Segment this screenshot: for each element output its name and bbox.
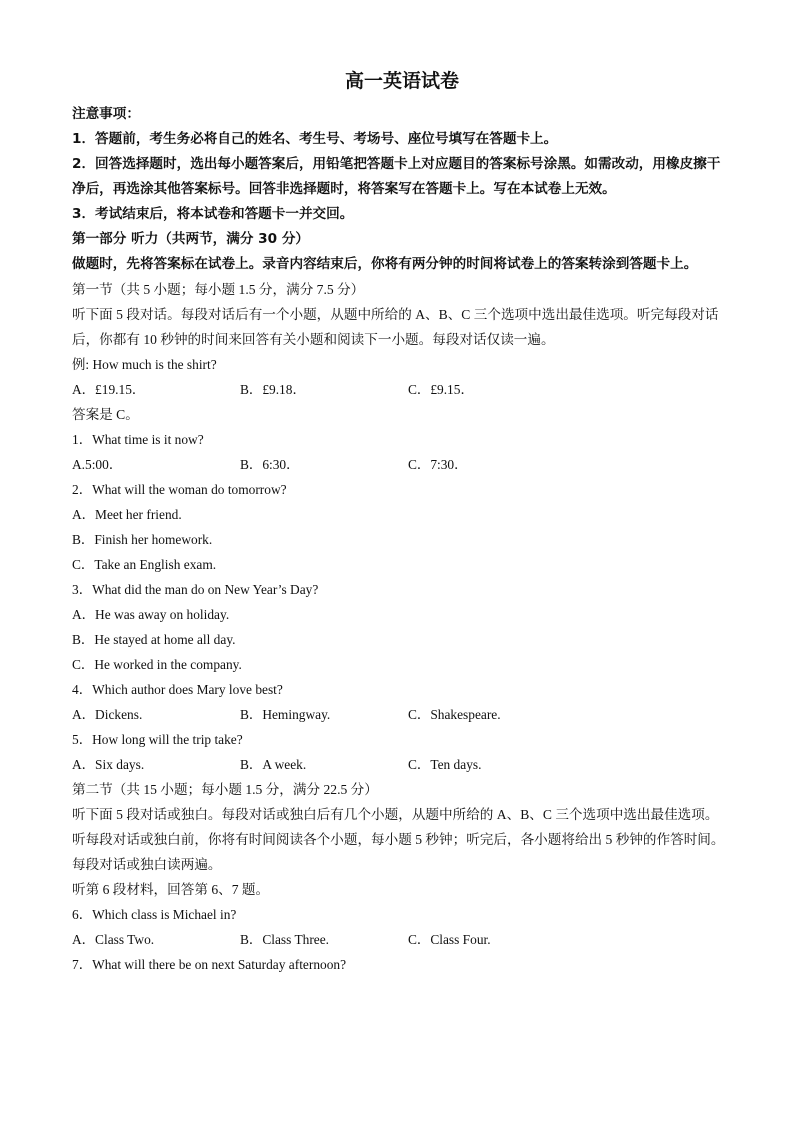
page-title: 高一英语试卷	[344, 70, 459, 92]
question-1-option-b: B．6:30．	[240, 457, 300, 472]
question-5: 5．How long will the trip take?	[72, 732, 243, 747]
part1-heading: 第一部分 听力（共两节，满分 30 分）	[72, 231, 310, 247]
question-5-option-c: C．Ten days.	[408, 757, 482, 772]
example-option-c: C．£9.15．	[408, 382, 474, 397]
notice-item-1: 1．答题前，考生务必将自己的姓名、考生号、考场号、座位号填写在答题卡上。	[72, 131, 558, 147]
material-6-instruction: 听第 6 段材料，回答第 6、7 题。	[72, 882, 270, 897]
question-6-option-a: A．Class Two.	[72, 932, 155, 947]
question-2-option-c: C．Take an English exam.	[72, 557, 217, 572]
section2-instruction: 听下面 5 段对话或独白。每段对话或独白后有几个小题，从题中所给的 A、B、C 三个选项中选出最佳选项。听每段对话或独白前，你将有时间阅读各个小题，每小题 5 秒钟；听完后，各小题将给出 5 秒钟的作答时间。每段对话或独白读两遍。	[72, 807, 725, 872]
question-6-options	[72, 927, 732, 952]
question-3-option-a: A．He was away on holiday.	[72, 607, 230, 622]
question-4-option-c: C．Shakespeare.	[408, 707, 501, 722]
question-5-option-a: A．Six days.	[72, 757, 145, 772]
example-options	[72, 377, 732, 402]
question-5-option-b: B．A week.	[240, 757, 307, 772]
example-answer: 答案是 C。	[72, 407, 139, 422]
question-1-option-a: A.5:00．	[72, 457, 123, 472]
question-2: 2．What will the woman do tomorrow?	[72, 482, 287, 497]
part1-instruction: 做题时，先将答案标在试卷上。录音内容结束后，你将有两分钟的时间将试卷上的答案转涂到答题卡上。	[72, 256, 698, 272]
example-option-a: A．£19.15．	[72, 382, 146, 397]
notice-item-3: 3．考试结束后，将本试卷和答题卡一并交回。	[72, 206, 354, 222]
section1-instruction: 听下面 5 段对话。每段对话后有一个小题，从题中所给的 A、B、C 三个选项中选出最佳选项。听完每段对话后，你都有 10 秒钟的时间来回答有关小题和阅读下一小题。每段对话仅读一遍。	[72, 307, 719, 347]
question-3-option-b: B．He stayed at home all day.	[72, 632, 236, 647]
question-7: 7．What will there be on next Saturday afternoon?	[72, 957, 347, 972]
question-4-option-b: B．Hemingway.	[240, 707, 331, 722]
question-1-option-c: C．7:30．	[408, 457, 468, 472]
question-4-option-a: A．Dickens.	[72, 707, 143, 722]
question-6-option-b: B．Class Three.	[240, 932, 330, 947]
section2-heading: 第二节（共 15 小题；每小题 1.5 分，满分 22.5 分）	[72, 782, 378, 797]
question-4-options	[72, 702, 732, 727]
example-question: 例: How much is the shirt?	[72, 357, 217, 372]
question-1: 1．What time is it now?	[72, 432, 204, 447]
example-option-b: B．£9.18．	[240, 382, 306, 397]
question-5-options	[72, 752, 732, 777]
question-2-option-b: B．Finish her homework.	[72, 532, 213, 547]
notice-heading: 注意事项：	[72, 106, 140, 122]
question-3: 3．What did the man do on New Year’s Day?	[72, 582, 319, 597]
notice-item-2: 2．回答选择题时，选出每小题答案后，用铅笔把答题卡上对应题目的答案标号涂黑。如需改动，用橡皮擦干净后，再选涂其他答案标号。回答非选择题时，将答案写在答题卡上。写在本试卷上无效。	[72, 156, 721, 197]
question-1-options	[72, 452, 732, 477]
question-2-option-a: A．Meet her friend.	[72, 507, 182, 522]
question-6: 6．Which class is Michael in?	[72, 907, 237, 922]
question-6-option-c: C．Class Four.	[408, 932, 491, 947]
section1-heading: 第一节（共 5 小题；每小题 1.5 分，满分 7.5 分）	[72, 282, 365, 297]
question-4: 4．Which author does Mary love best?	[72, 682, 283, 697]
question-3-option-c: C．He worked in the company.	[72, 657, 242, 672]
